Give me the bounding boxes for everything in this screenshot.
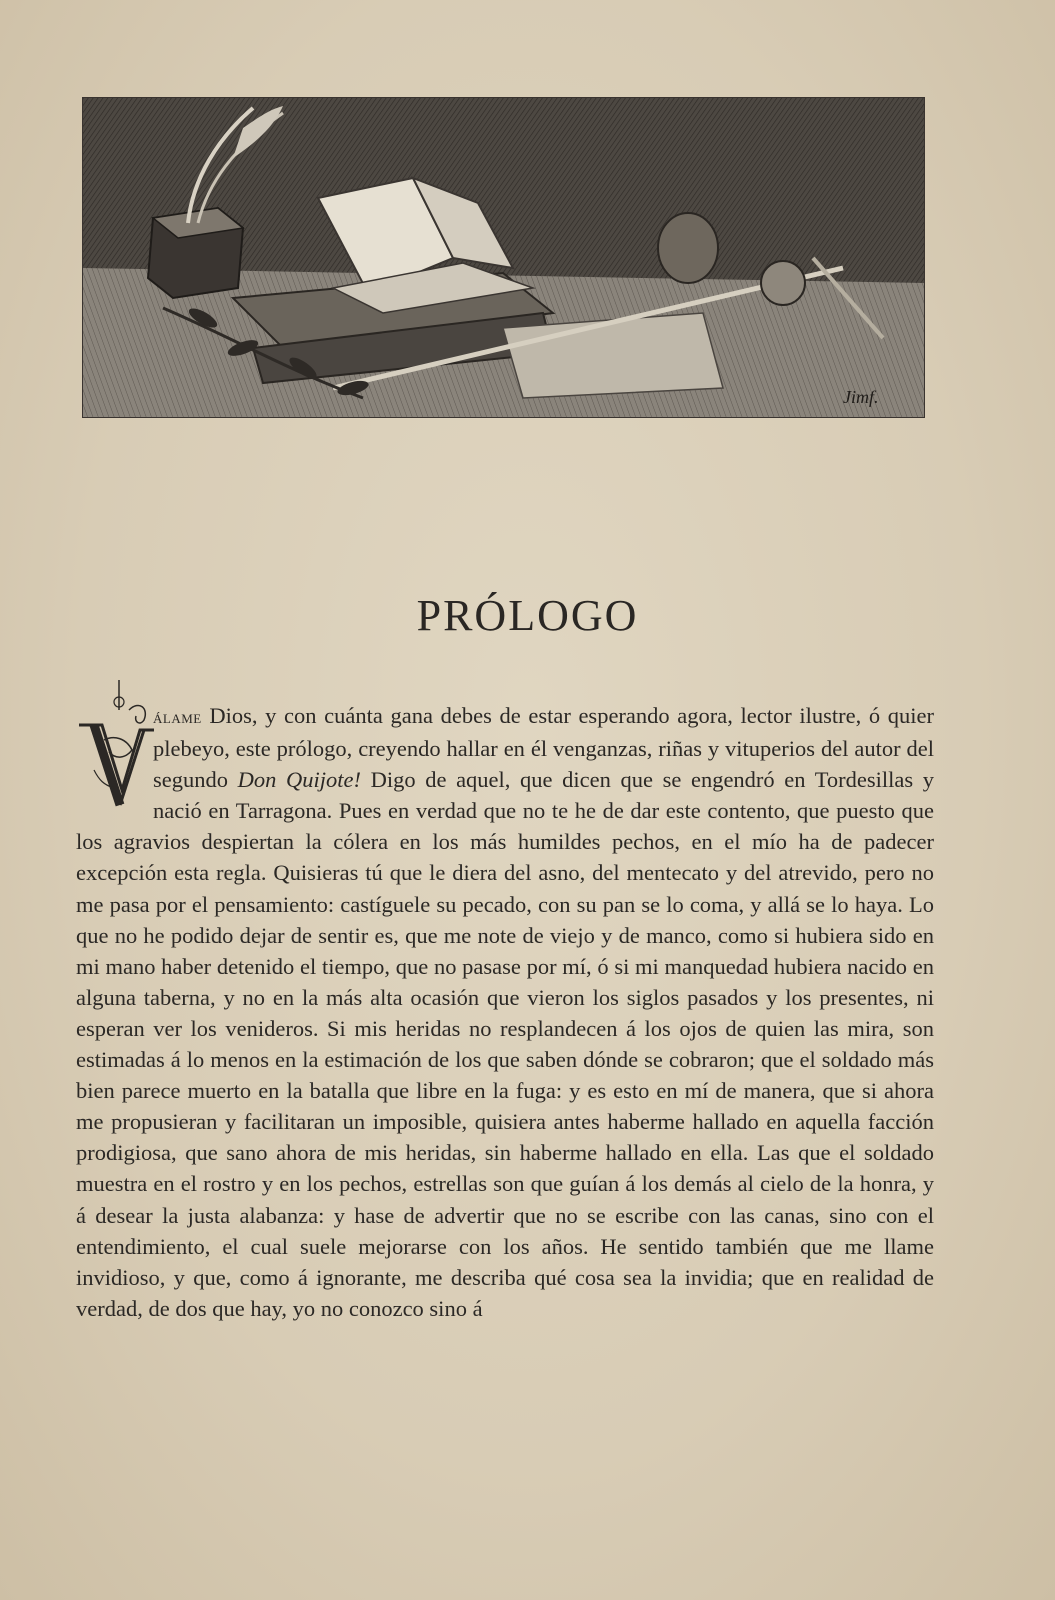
mask: [658, 213, 718, 283]
lead-text: Dios, y con cuánta gana debes de estar esperando agora, lector ilustre, ó quier plebeyo, este prólogo, creyendo hallar en él venganzas, riñas y vituperios del autor del segundo: [153, 703, 934, 793]
engraver-signature: Jimf.: [843, 387, 879, 407]
header-engraving: [82, 97, 925, 418]
engraving-illustration: [83, 98, 925, 418]
prologue-text: [76, 700, 934, 1324]
lead-smallcaps: álame: [153, 707, 202, 728]
papers: [503, 313, 723, 398]
book-title-italic: Don Quijote!: [237, 767, 361, 793]
page-title: PRÓLOGO: [416, 591, 639, 640]
paragraph-text: Digo de aquel, que dicen que se engendró en Tordesillas y nació en Tarragona. Pues en verdad que no te he de dar este contento, que puesto que los agravios despiertan la cólera en los más humildes pechos, en el mío ha de padecer excepción esta regla. Quisieras tú que le diera del asno, del mentecato y del atrevido, pero no me pasa por el pensamiento: castíguele su pecado, con su pan se lo coma, y allá se lo haya. Lo que no he podido dejar de sentir es, que me note de viejo y de manco, como si hubiera sido en mi mano haber detenido el tiempo, que no pasase por mí, ó si mi manquedad hubiera nacido en alguna taberna, y no en la más alta ocasión que vieron los siglos pasados y los presentes, ni esperan ver los venideros. Si mis heridas no resplandecen á los ojos de quien las mira, son estimadas á lo menos en la estimación de los que saben dónde se cobraron; que el soldado más bien parece muerto en la batalla que libre en la fuga: y es esto en mí de manera, que si ahora me propusieran y facilitaran un imposible, quisiera antes haberme hallado en aquella facción prodigiosa, que sano ahora de mis heridas, sin haberme hallado en ella. Las que el soldado muestra en el rostro y en los pechos, estrellas son que guían á los demás al cielo de la honra, y á desear la justa alabanza: y hase de advertir que no se escribe con las canas, sino con el entendimiento, el cual suele mejorarse con los años. He sentido también que me llame invidioso, y que, como á ignorante, me describa qué cosa sea la invidia; que en realidad de verdad, de dos que hay, yo no conozco sino á: [76, 767, 935, 1321]
